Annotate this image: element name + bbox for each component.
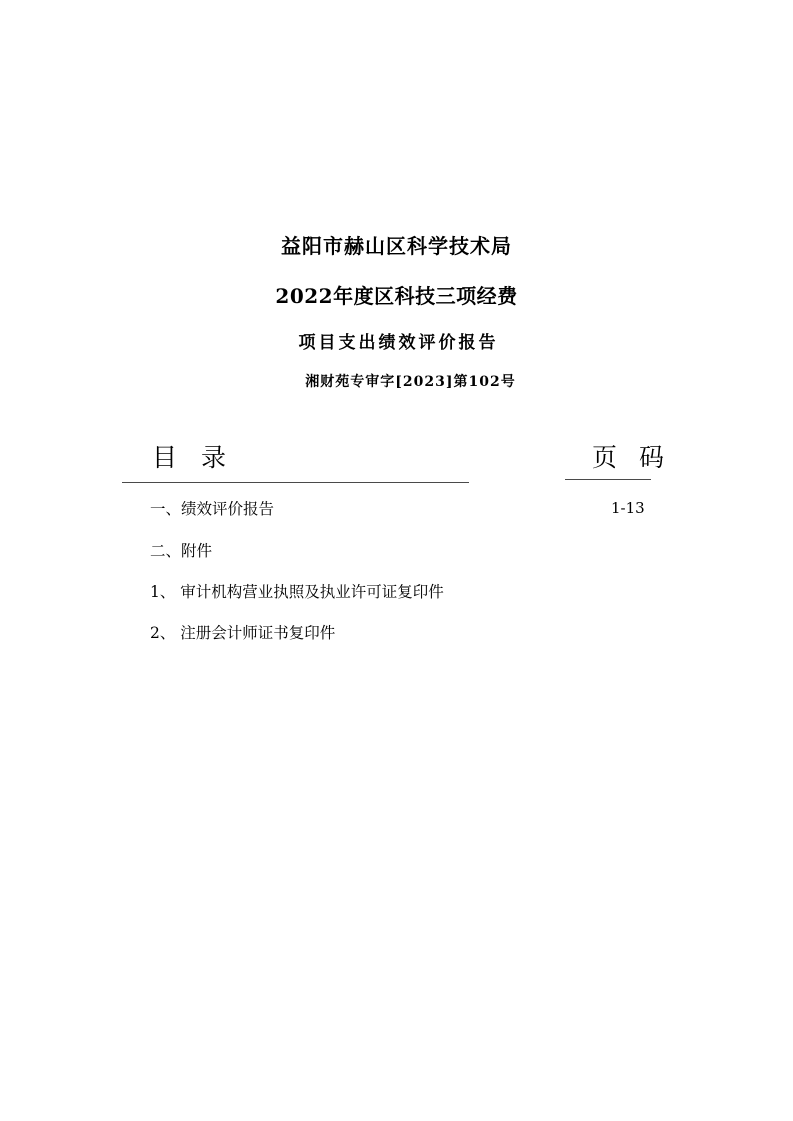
report-title-line-1: 益阳市赫山区科学技术局: [281, 234, 512, 258]
toc-item-cpa-certificate: 2、 注册会计师证书复印件: [150, 624, 336, 642]
page-number-heading: 页码: [592, 443, 687, 472]
toc-item-page-performance-report: 1-13: [611, 499, 645, 517]
page-heading-divider: [565, 479, 651, 480]
report-title-line-2: 2022年度区科技三项经费: [275, 284, 518, 308]
toc-heading: 目录: [152, 443, 251, 472]
report-title-line-3: 项目支出绩效评价报告: [298, 333, 499, 353]
toc-item-business-license: 1、 审计机构营业执照及执业许可证复印件: [150, 583, 444, 601]
toc-item-attachments: 二、附件: [150, 542, 213, 560]
toc-heading-divider: [122, 482, 469, 483]
document-number: 湘财苑专审字[2023]第102号: [305, 374, 516, 390]
toc-item-performance-report: 一、绩效评价报告: [150, 500, 275, 518]
